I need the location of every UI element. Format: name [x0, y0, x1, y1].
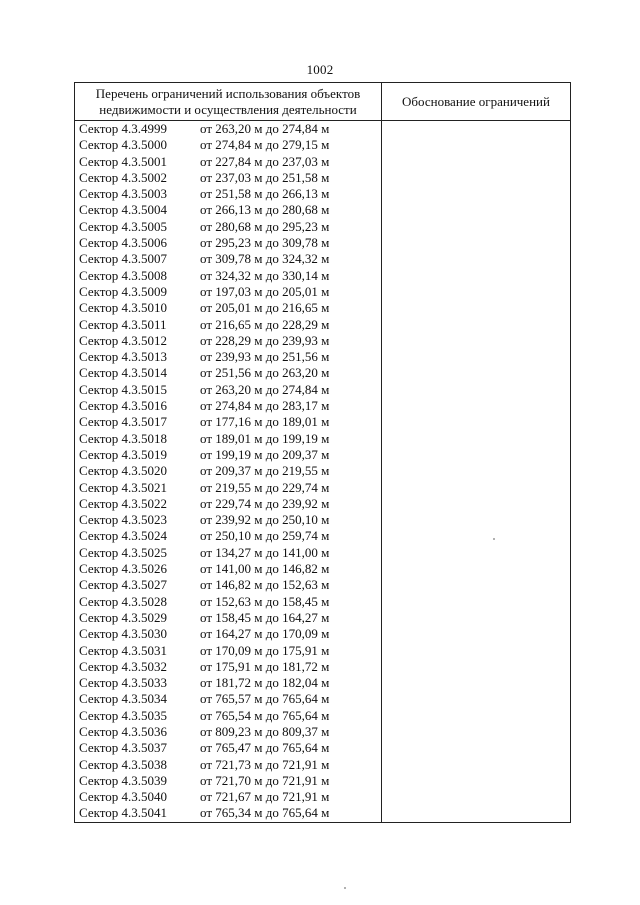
sector-id: Сектор 4.3.5027: [79, 577, 168, 593]
distance-range: от 175,91 м до 181,72 м: [200, 658, 330, 674]
distance-range: от 164,27 м до 170,09 м: [200, 626, 330, 642]
sector-id: Сектор 4.3.5025: [79, 544, 168, 560]
distance-range: от 189,01 м до 199,19 м: [200, 430, 330, 446]
table-row: [75, 268, 381, 284]
distance-range: от 809,23 м до 809,37 м: [200, 723, 330, 739]
distance-range: от 251,56 м до 263,20 м: [200, 365, 330, 381]
scan-speck: [493, 538, 495, 540]
distance-range: от 158,45 м до 164,27 м: [200, 609, 330, 625]
table-row: [75, 300, 381, 316]
distance-range: от 263,20 м до 274,84 м: [200, 381, 330, 397]
sector-id: Сектор 4.3.5001: [79, 153, 168, 169]
table-row: [75, 414, 381, 430]
table-row: [75, 186, 381, 202]
distance-range: от 309,78 м до 324,32 м: [200, 251, 330, 267]
table-row: [75, 757, 381, 773]
sector-id: Сектор 4.3.5008: [79, 267, 168, 283]
table-row: [75, 398, 381, 414]
sector-id: Сектор 4.3.5040: [79, 789, 168, 805]
distance-range: от 134,27 м до 141,00 м: [200, 544, 330, 560]
table-row: [75, 626, 381, 642]
page-number: 1002: [306, 62, 334, 77]
distance-range: от 239,93 м до 251,56 м: [200, 349, 330, 365]
distance-range: от 765,34 м до 765,64 м: [200, 805, 330, 821]
restrictions-table: [74, 82, 571, 823]
sector-id: Сектор 4.3.5022: [79, 495, 168, 511]
sector-id: Сектор 4.3.5011: [79, 316, 167, 332]
distance-range: от 274,84 м до 279,15 м: [200, 137, 330, 153]
distance-range: от 239,92 м до 250,10 м: [200, 512, 330, 528]
table-row: [75, 137, 381, 153]
table-row: [75, 724, 381, 740]
distance-range: от 274,84 м до 283,17 м: [200, 398, 330, 414]
table-row: [75, 463, 381, 479]
table-row: [75, 170, 381, 186]
sector-id: Сектор 4.3.5032: [79, 658, 168, 674]
distance-range: от 251,58 м до 266,13 м: [200, 186, 330, 202]
table-row: [75, 659, 381, 675]
table-row: [75, 594, 381, 610]
table-row: [75, 121, 381, 137]
sector-id: Сектор 4.3.5005: [79, 218, 168, 234]
distance-range: от 177,16 м до 189,01 м: [200, 414, 330, 430]
distance-range: от 141,00 м до 146,82 м: [200, 561, 330, 577]
table-row: [75, 773, 381, 789]
table-row: [75, 447, 381, 463]
table-row: [75, 528, 381, 544]
sector-id: Сектор 4.3.5000: [79, 137, 168, 153]
sector-id: Сектор 4.3.5002: [79, 169, 168, 185]
table-row: [75, 577, 381, 593]
scan-speck: [344, 887, 346, 889]
sector-id: Сектор 4.3.5003: [79, 186, 168, 202]
header-justification: Обоснование ограничений: [382, 83, 571, 121]
sector-id: Сектор 4.3.5034: [79, 691, 168, 707]
table-row: [75, 251, 381, 267]
sector-id: Сектор 4.3.5033: [79, 675, 168, 691]
sector-id: Сектор 4.3.4999: [79, 121, 168, 136]
sector-id: Сектор 4.3.5035: [79, 707, 168, 723]
distance-range: от 181,72 м до 182,04 м: [200, 675, 330, 691]
table-row: [75, 431, 381, 447]
distance-range: от 250,10 м до 259,74 м: [200, 528, 330, 544]
table-row: [75, 740, 381, 756]
table-row: [75, 333, 381, 349]
table-row: [75, 480, 381, 496]
sector-id: Сектор 4.3.5024: [79, 528, 168, 544]
header-restrictions-list: Перечень ограничений использования объектов недвижимости и осуществления деятельности: [75, 83, 382, 121]
sector-id: Сектор 4.3.5021: [79, 479, 168, 495]
table-row: [75, 349, 381, 365]
table-row: [75, 219, 381, 235]
distance-range: от 197,03 м до 205,01 м: [200, 283, 330, 299]
distance-range: от 765,47 м до 765,64 м: [200, 740, 330, 756]
table-row: [75, 235, 381, 251]
sector-id: Сектор 4.3.5020: [79, 463, 168, 479]
sector-id: Сектор 4.3.5026: [79, 561, 168, 577]
table-row: [75, 512, 381, 528]
table-row: [75, 496, 381, 512]
sector-id: Сектор 4.3.5023: [79, 512, 168, 528]
sector-id: Сектор 4.3.5009: [79, 283, 168, 299]
sector-id: Сектор 4.3.5012: [79, 332, 168, 348]
distance-range: от 721,67 м до 721,91 м: [200, 789, 330, 805]
distance-range: от 227,84 м до 237,03 м: [200, 153, 330, 169]
distance-range: от 228,29 м до 239,93 м: [200, 332, 330, 348]
sector-id: Сектор 4.3.5036: [79, 723, 168, 739]
sector-id: Сектор 4.3.5004: [79, 202, 168, 218]
distance-range: от 266,13 м до 280,68 м: [200, 202, 330, 218]
distance-range: от 765,54 м до 765,64 м: [200, 707, 330, 723]
distance-range: от 295,23 м до 309,78 м: [200, 235, 330, 251]
distance-range: от 237,03 м до 251,58 м: [200, 169, 330, 185]
sector-id: Сектор 4.3.5038: [79, 756, 168, 772]
table-row: [75, 317, 381, 333]
justification-cell: [382, 121, 571, 823]
sector-id: Сектор 4.3.5039: [79, 772, 168, 788]
sector-id: Сектор 4.3.5019: [79, 446, 168, 462]
table-row: [75, 789, 381, 805]
table-row: [75, 382, 381, 398]
distance-range: от 146,82 м до 152,63 м: [200, 577, 330, 593]
sector-id: Сектор 4.3.5010: [79, 300, 168, 316]
sector-id: Сектор 4.3.5006: [79, 235, 168, 251]
sector-list-cell: [75, 121, 382, 823]
distance-range: от 170,09 м до 175,91 м: [200, 642, 330, 658]
distance-range: от 721,73 м до 721,91 м: [200, 756, 330, 772]
table-row: [75, 561, 381, 577]
distance-range: от 209,37 м до 219,55 м: [200, 463, 330, 479]
sector-id: Сектор 4.3.5041: [79, 805, 168, 821]
distance-range: от 219,55 м до 229,74 м: [200, 479, 330, 495]
sector-id: Сектор 4.3.5013: [79, 349, 168, 365]
sector-id: Сектор 4.3.5031: [79, 642, 168, 658]
table-row: [75, 284, 381, 300]
distance-range: от 324,32 м до 330,14 м: [200, 267, 330, 283]
distance-range: от 205,01 м до 216,65 м: [200, 300, 330, 316]
distance-range: от 216,65 м до 228,29 м: [200, 316, 330, 332]
table-body-row: [75, 121, 571, 823]
table-row: [75, 202, 381, 218]
table-row: [75, 708, 381, 724]
distance-range: от 199,19 м до 209,37 м: [200, 446, 330, 462]
distance-range: от 229,74 м до 239,92 м: [200, 495, 330, 511]
sector-id: Сектор 4.3.5017: [79, 414, 168, 430]
sector-id: Сектор 4.3.5018: [79, 430, 168, 446]
table-row: [75, 545, 381, 561]
table-row: [75, 365, 381, 381]
sector-id: Сектор 4.3.5014: [79, 365, 168, 381]
distance-range: от 152,63 м до 158,45 м: [200, 593, 330, 609]
table-row: [75, 805, 381, 821]
distance-range: от 765,57 м до 765,64 м: [200, 691, 330, 707]
table-row: [75, 691, 381, 707]
table-row: [75, 675, 381, 691]
sector-id: Сектор 4.3.5007: [79, 251, 168, 267]
table-row: [75, 154, 381, 170]
sector-id: Сектор 4.3.5015: [79, 381, 168, 397]
sector-id: Сектор 4.3.5016: [79, 398, 168, 414]
sector-id: Сектор 4.3.5037: [79, 740, 168, 756]
sector-id: Сектор 4.3.5028: [79, 593, 168, 609]
table-row: [75, 643, 381, 659]
distance-range: от 721,70 м до 721,91 м: [200, 772, 330, 788]
sector-id: Сектор 4.3.5030: [79, 626, 168, 642]
table-header-row: [75, 83, 571, 121]
sector-id: Сектор 4.3.5029: [79, 609, 168, 625]
table-row: [75, 610, 381, 626]
distance-range: от 280,68 м до 295,23 м: [200, 218, 330, 234]
distance-range: от 263,20 м до 274,84 м: [200, 121, 330, 136]
